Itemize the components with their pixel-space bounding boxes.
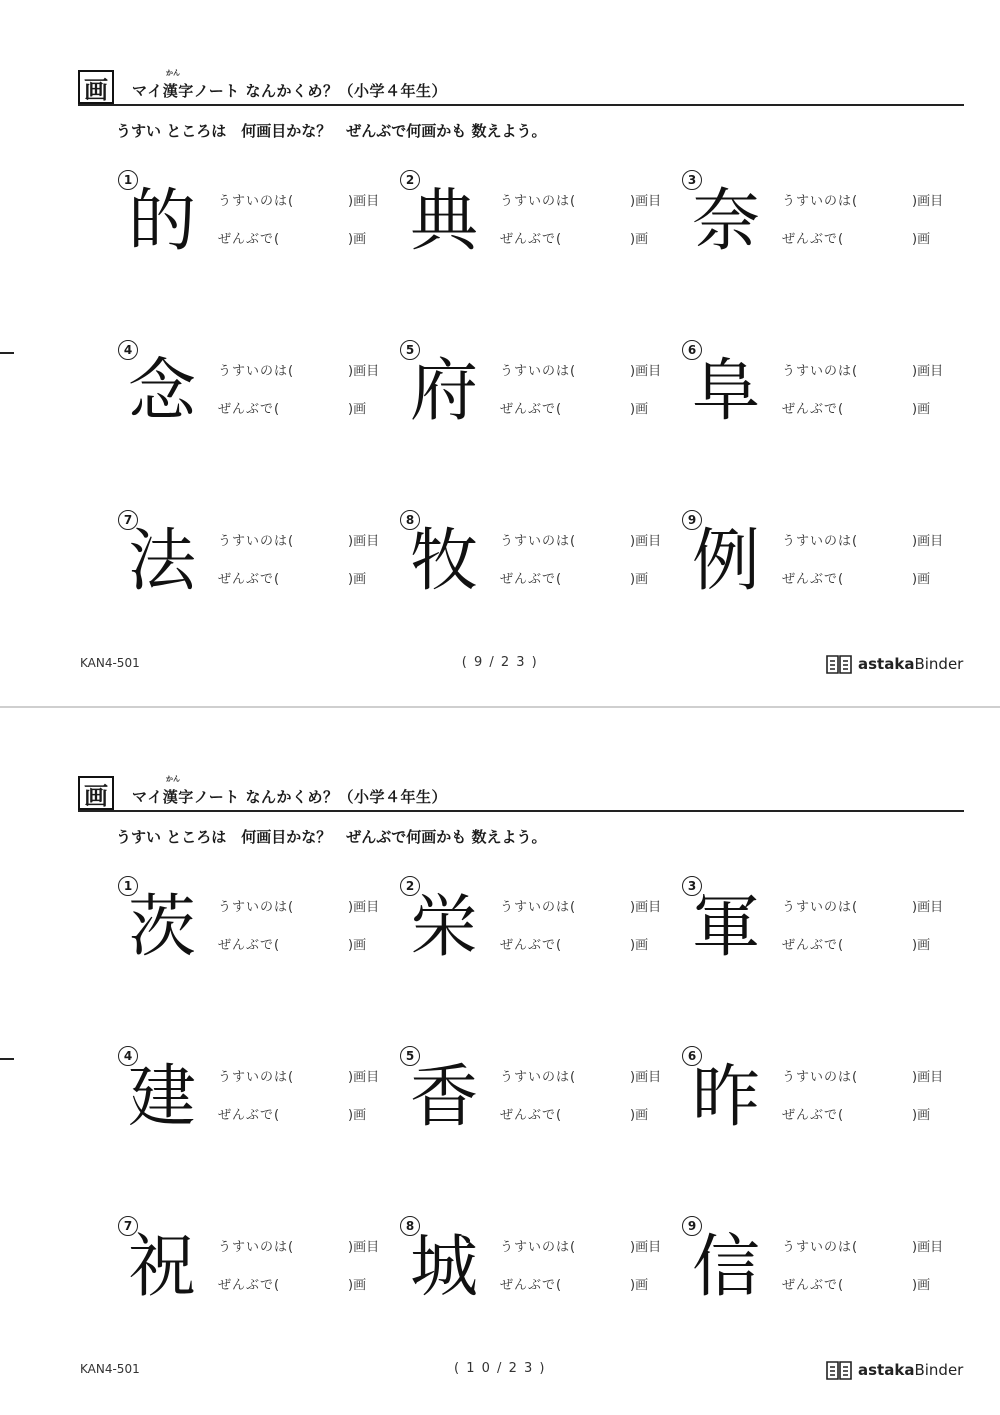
faint-stroke-answer	[500, 190, 661, 209]
brand-name-a: astaka	[858, 655, 915, 673]
item-number: 3	[682, 876, 702, 896]
faint-stroke-answer	[782, 1066, 943, 1085]
faint-stroke-label: うすいのは(	[218, 1070, 295, 1085]
faint-stroke-label: うすいのは(	[782, 1240, 859, 1255]
worksheet-code: KAN4-501	[80, 1362, 140, 1376]
total-stroke-unit: )画	[630, 1108, 649, 1123]
stroke-icon-box: 画	[78, 70, 114, 104]
worksheet-header	[78, 774, 964, 812]
total-stroke-unit: )画	[630, 232, 649, 247]
faint-stroke-label: うすいのは(	[782, 194, 859, 209]
kanji-item	[682, 1216, 964, 1326]
brand-name-b: Binder	[914, 1361, 964, 1379]
total-stroke-unit: )画	[912, 402, 931, 417]
kanji-character: 建	[128, 1058, 197, 1137]
faint-stroke-unit: )画目	[912, 194, 944, 209]
faint-stroke-answer	[500, 530, 661, 549]
total-stroke-unit: )画	[912, 1108, 931, 1123]
total-stroke-unit: )画	[630, 402, 649, 417]
total-stroke-answer	[782, 568, 930, 587]
kanji-character: 信	[692, 1228, 761, 1307]
faint-stroke-answer	[218, 1066, 379, 1085]
faint-stroke-unit: )画目	[630, 1070, 662, 1085]
kanji-item	[682, 170, 964, 280]
kanji-character: 法	[128, 522, 197, 601]
total-stroke-answer	[782, 1104, 930, 1123]
total-stroke-answer	[500, 934, 648, 953]
item-number: 8	[400, 510, 420, 530]
kanji-item	[400, 340, 682, 450]
faint-stroke-answer	[218, 1236, 379, 1255]
kanji-character: 府	[410, 352, 479, 431]
faint-stroke-answer	[782, 1236, 943, 1255]
faint-stroke-label: うすいのは(	[782, 534, 859, 549]
total-stroke-answer	[218, 568, 366, 587]
item-number: 4	[118, 1046, 138, 1066]
kanji-item	[400, 170, 682, 280]
brand-name-a: astaka	[858, 1361, 915, 1379]
kanji-character: 阜	[692, 352, 761, 431]
total-stroke-answer	[218, 1274, 366, 1293]
kanji-character: 例	[692, 522, 761, 601]
total-stroke-label: ぜんぶで(	[782, 1278, 845, 1293]
total-stroke-unit: )画	[912, 572, 931, 587]
worksheet-page-10	[0, 706, 1000, 1413]
faint-stroke-answer	[782, 190, 943, 209]
kanji-item	[682, 1046, 964, 1156]
faint-stroke-answer	[500, 1066, 661, 1085]
total-stroke-answer	[218, 1104, 366, 1123]
total-stroke-label: ぜんぶで(	[500, 938, 563, 953]
kanji-item	[682, 876, 964, 986]
total-stroke-unit: )画	[348, 232, 367, 247]
kanji-character: 香	[410, 1058, 479, 1137]
stroke-icon-box: 画	[78, 776, 114, 810]
total-stroke-label: ぜんぶで(	[500, 1278, 563, 1293]
faint-stroke-unit: )画目	[348, 1070, 380, 1085]
book-icon	[826, 1359, 852, 1381]
kanji-item	[400, 876, 682, 986]
faint-stroke-unit: )画目	[912, 534, 944, 549]
faint-stroke-unit: )画目	[348, 194, 380, 209]
kanji-item	[400, 510, 682, 620]
page-number: ( 9 / 2 3 )	[461, 655, 539, 670]
item-number: 5	[400, 340, 420, 360]
kanji-item	[400, 1046, 682, 1156]
worksheet-header	[78, 68, 964, 106]
total-stroke-answer	[500, 1274, 648, 1293]
total-stroke-label: ぜんぶで(	[218, 1108, 281, 1123]
kanji-item	[682, 340, 964, 450]
faint-stroke-label: うすいのは(	[782, 364, 859, 379]
item-number: 1	[118, 876, 138, 896]
total-stroke-answer	[782, 398, 930, 417]
total-stroke-label: ぜんぶで(	[782, 938, 845, 953]
faint-stroke-label: うすいのは(	[500, 534, 577, 549]
faint-stroke-label: うすいのは(	[218, 194, 295, 209]
total-stroke-answer	[218, 398, 366, 417]
total-stroke-answer	[500, 568, 648, 587]
worksheet-title: マイ漢字ノート なんかくめ？（小学４年生）	[132, 788, 447, 806]
item-number: 4	[118, 340, 138, 360]
total-stroke-label: ぜんぶで(	[218, 1278, 281, 1293]
faint-stroke-answer	[500, 360, 661, 379]
kanji-item	[118, 876, 400, 986]
faint-stroke-answer	[782, 530, 943, 549]
kanji-character: 祝	[128, 1228, 197, 1307]
total-stroke-label: ぜんぶで(	[218, 402, 281, 417]
total-stroke-answer	[500, 398, 648, 417]
binder-mark	[0, 352, 14, 354]
kanji-character: 典	[410, 182, 479, 261]
item-number: 2	[400, 170, 420, 190]
furigana: かん	[166, 775, 180, 783]
item-number: 8	[400, 1216, 420, 1236]
furigana: かん	[166, 69, 180, 77]
item-number: 6	[682, 340, 702, 360]
total-stroke-unit: )画	[348, 402, 367, 417]
faint-stroke-unit: )画目	[630, 534, 662, 549]
total-stroke-answer	[500, 228, 648, 247]
faint-stroke-label: うすいのは(	[218, 1240, 295, 1255]
faint-stroke-unit: )画目	[348, 534, 380, 549]
kanji-item	[118, 1216, 400, 1326]
kanji-character: 城	[410, 1228, 479, 1307]
faint-stroke-unit: )画目	[912, 1240, 944, 1255]
item-number: 2	[400, 876, 420, 896]
page-number: ( 1 0 / 2 3 )	[454, 1361, 546, 1376]
total-stroke-unit: )画	[630, 938, 649, 953]
kanji-item	[118, 1046, 400, 1156]
faint-stroke-unit: )画目	[348, 1240, 380, 1255]
total-stroke-unit: )画	[912, 232, 931, 247]
kanji-character: 栄	[410, 888, 479, 967]
total-stroke-unit: )画	[912, 938, 931, 953]
faint-stroke-answer	[782, 896, 943, 915]
total-stroke-unit: )画	[630, 572, 649, 587]
faint-stroke-label: うすいのは(	[782, 900, 859, 915]
total-stroke-answer	[500, 1104, 648, 1123]
faint-stroke-label: うすいのは(	[500, 1070, 577, 1085]
total-stroke-unit: )画	[348, 572, 367, 587]
faint-stroke-label: うすいのは(	[218, 534, 295, 549]
faint-stroke-unit: )画目	[630, 900, 662, 915]
item-number: 5	[400, 1046, 420, 1066]
item-number: 9	[682, 510, 702, 530]
kanji-character: 茨	[128, 888, 197, 967]
total-stroke-unit: )画	[912, 1278, 931, 1293]
faint-stroke-unit: )画目	[912, 1070, 944, 1085]
kanji-item	[118, 170, 400, 280]
faint-stroke-answer	[500, 896, 661, 915]
faint-stroke-unit: )画目	[348, 900, 380, 915]
instruction-text: うすい ところは 何画目かな？ ぜんぶで何画かも 数えよう。	[116, 828, 547, 846]
faint-stroke-label: うすいのは(	[500, 194, 577, 209]
faint-stroke-unit: )画目	[630, 1240, 662, 1255]
faint-stroke-unit: )画目	[912, 364, 944, 379]
faint-stroke-label: うすいのは(	[218, 364, 295, 379]
total-stroke-label: ぜんぶで(	[218, 938, 281, 953]
item-number: 1	[118, 170, 138, 190]
brand-logo	[826, 652, 963, 676]
faint-stroke-label: うすいのは(	[500, 1240, 577, 1255]
brand-logo	[826, 1358, 963, 1382]
worksheet-page-9	[0, 0, 1000, 707]
total-stroke-label: ぜんぶで(	[500, 572, 563, 587]
faint-stroke-answer	[218, 190, 379, 209]
faint-stroke-answer	[218, 530, 379, 549]
total-stroke-answer	[218, 934, 366, 953]
faint-stroke-unit: )画目	[912, 900, 944, 915]
item-number: 7	[118, 510, 138, 530]
faint-stroke-answer	[218, 360, 379, 379]
kanji-character: 牧	[410, 522, 479, 601]
kanji-character: 奈	[692, 182, 761, 261]
faint-stroke-unit: )画目	[348, 364, 380, 379]
total-stroke-label: ぜんぶで(	[218, 572, 281, 587]
faint-stroke-unit: )画目	[630, 194, 662, 209]
total-stroke-unit: )画	[630, 1278, 649, 1293]
total-stroke-answer	[782, 228, 930, 247]
item-number: 3	[682, 170, 702, 190]
faint-stroke-answer	[500, 1236, 661, 1255]
kanji-item	[118, 340, 400, 450]
kanji-character: 昨	[692, 1058, 761, 1137]
kanji-character: 軍	[692, 888, 761, 967]
faint-stroke-label: うすいのは(	[218, 900, 295, 915]
faint-stroke-label: うすいのは(	[500, 364, 577, 379]
item-number: 9	[682, 1216, 702, 1236]
faint-stroke-unit: )画目	[630, 364, 662, 379]
kanji-character: 的	[128, 182, 197, 261]
total-stroke-label: ぜんぶで(	[218, 232, 281, 247]
binder-mark	[0, 1058, 14, 1060]
kanji-item	[682, 510, 964, 620]
item-number: 7	[118, 1216, 138, 1236]
faint-stroke-label: うすいのは(	[500, 900, 577, 915]
worksheet-code: KAN4-501	[80, 656, 140, 670]
kanji-character: 念	[128, 352, 197, 431]
kanji-item	[118, 510, 400, 620]
faint-stroke-answer	[782, 360, 943, 379]
total-stroke-label: ぜんぶで(	[782, 572, 845, 587]
total-stroke-answer	[218, 228, 366, 247]
total-stroke-answer	[782, 1274, 930, 1293]
book-icon	[826, 653, 852, 675]
total-stroke-label: ぜんぶで(	[782, 232, 845, 247]
total-stroke-label: ぜんぶで(	[500, 1108, 563, 1123]
total-stroke-label: ぜんぶで(	[782, 402, 845, 417]
brand-name-b: Binder	[914, 655, 964, 673]
total-stroke-answer	[782, 934, 930, 953]
total-stroke-unit: )画	[348, 1108, 367, 1123]
item-number: 6	[682, 1046, 702, 1066]
total-stroke-unit: )画	[348, 1278, 367, 1293]
total-stroke-unit: )画	[348, 938, 367, 953]
faint-stroke-answer	[218, 896, 379, 915]
instruction-text: うすい ところは 何画目かな？ ぜんぶで何画かも 数えよう。	[116, 122, 547, 140]
total-stroke-label: ぜんぶで(	[500, 232, 563, 247]
total-stroke-label: ぜんぶで(	[782, 1108, 845, 1123]
kanji-item	[400, 1216, 682, 1326]
worksheet-title: マイ漢字ノート なんかくめ？（小学４年生）	[132, 82, 447, 100]
total-stroke-label: ぜんぶで(	[500, 402, 563, 417]
faint-stroke-label: うすいのは(	[782, 1070, 859, 1085]
